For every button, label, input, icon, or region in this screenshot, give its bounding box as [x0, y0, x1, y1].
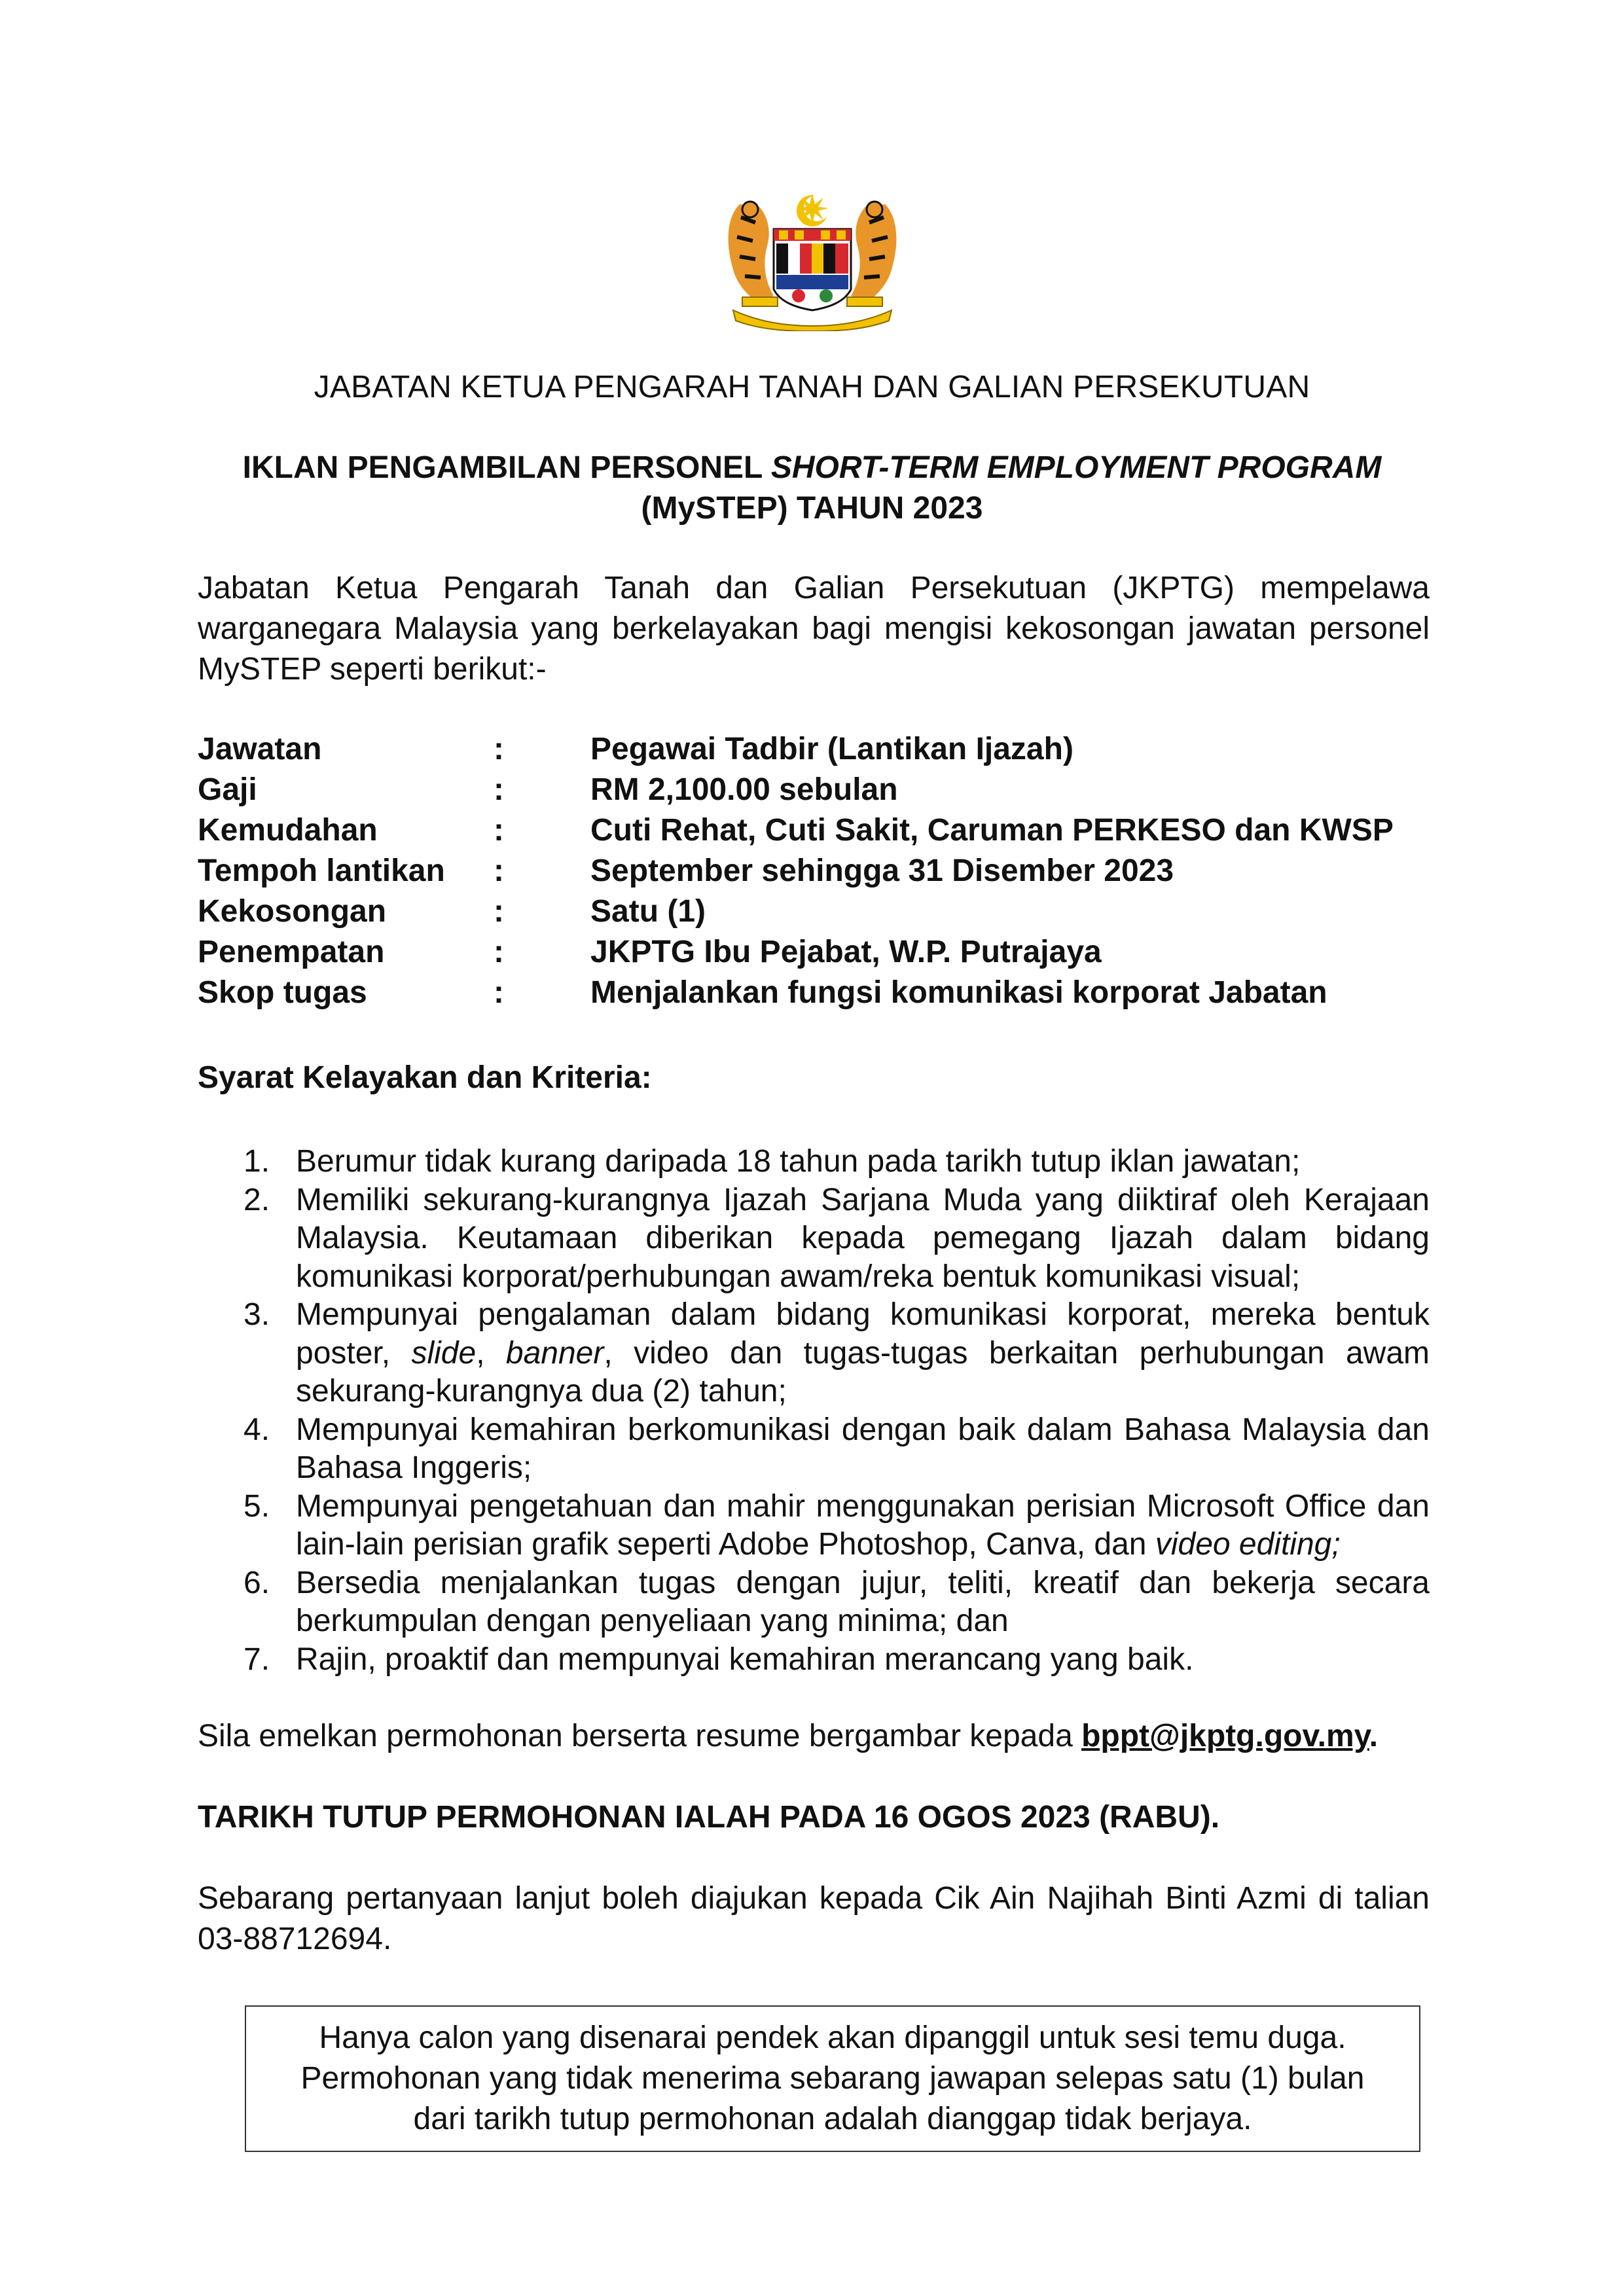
application-end: .: [1369, 1719, 1379, 1753]
detail-label: Gaji: [198, 772, 257, 807]
detail-colon: :: [494, 853, 504, 888]
coat-of-arms-icon: [713, 191, 911, 331]
list-item: [198, 1143, 1430, 1181]
item-text: Berumur tidak kurang daripada 18 tahun pada tarikh tutup iklan jawatan;: [296, 1144, 1301, 1179]
requirements-list: [198, 1143, 1430, 1679]
title-part-1: IKLAN PENGAMBILAN PERSONEL: [242, 450, 771, 485]
item-text-italic: banner: [505, 1335, 604, 1371]
detail-label: Skop tugas: [198, 975, 367, 1010]
detail-value: Satu (1): [590, 894, 706, 929]
item-number: 4.: [244, 1412, 270, 1447]
job-details: [198, 729, 1441, 1013]
application-text: Sila emelkan permohonan berserta resume bergambar kepada: [198, 1719, 1082, 1753]
detail-colon: :: [494, 894, 504, 929]
list-item: [198, 1181, 1430, 1297]
item-text: [296, 1489, 1430, 1562]
notice-line-1: Hanya calon yang disenarai pendek akan dipanggil untuk sesi temu duga.: [319, 2020, 1346, 2055]
item-text: Rajin, proaktif dan mempunyai kemahiran merancang yang baik.: [296, 1641, 1194, 1677]
item-text: Bersedia menjalankan tugas dengan jujur, teliti, kreatif dan bekerja secara berkumpulan dengan penyeliaan yang minima; dan: [296, 1565, 1430, 1638]
list-item: [198, 1488, 1430, 1564]
detail-row-position: [198, 729, 1441, 770]
list-item: [198, 1641, 1430, 1679]
item-text: [296, 1297, 1430, 1408]
item-number: 3.: [244, 1297, 270, 1332]
item-number: 6.: [244, 1565, 270, 1600]
list-item: [198, 1564, 1430, 1641]
item-text-italic: video editing;: [1155, 1527, 1341, 1562]
item-text-part: Mempunyai pengetahuan dan mahir menggunakan perisian Microsoft Office dan lain-lain perisian grafik seperti Adobe Photoshop, Canva, dan: [296, 1488, 1430, 1562]
list-item: [198, 1411, 1430, 1488]
department-name: JABATAN KETUA PENGARAH TANAH DAN GALIAN PERSEKUTUAN: [314, 370, 1310, 404]
detail-label: Kemudahan: [198, 813, 378, 848]
advertisement-title: [196, 448, 1428, 529]
detail-value: Pegawai Tadbir (Lantikan Ijazah): [590, 732, 1074, 766]
item-number: 1.: [244, 1144, 270, 1179]
inquiry-paragraph: Sebarang pertanyaan lanjut boleh diajukan kepada Cik Ain Najihah Binti Azmi di talian 03-88712694.: [198, 1881, 1430, 1956]
detail-value: JKPTG Ibu Pejabat, W.P. Putrajaya: [590, 935, 1102, 969]
intro-paragraph: Jabatan Ketua Pengarah Tanah dan Galian Persekutuan (JKPTG) mempelawa warganegara Malaysia yang berkelayakan bagi mengisi kekosongan jawatan personel MySTEP seperti berikut:-: [198, 571, 1430, 687]
item-text-part: Mempunyai pengalaman dalam bidang komunikasi korporat, mereka bentuk poster,: [296, 1297, 1430, 1371]
requirements-heading: Syarat Kelayakan dan Kriteria:: [198, 1060, 652, 1095]
detail-value: Menjalankan fungsi komunikasi korporat Jabatan: [590, 975, 1327, 1010]
detail-row-duration: [198, 851, 1441, 891]
detail-row-scope: [198, 973, 1441, 1013]
item-text: Memiliki sekurang-kurangnya Ijazah Sarjana Muda yang diiktiraf oleh Kerajaan Malaysia. Keutamaan diberikan kepada pemegang Ijazah dalam bidang komunikasi korporat/perhubungan awam/reka bentuk komunikasi visual;: [296, 1182, 1430, 1294]
detail-colon: :: [494, 975, 504, 1010]
title-line-1: [196, 448, 1428, 488]
item-text-part: , video dan tugas-tugas berkaitan perhubungan awam sekurang-kurangnya dua (2) tahun;: [296, 1335, 1430, 1408]
item-number: 5.: [244, 1488, 270, 1524]
detail-value: RM 2,100.00 sebulan: [590, 772, 898, 807]
notice-line-3: dari tarikh tutup permohonan adalah dianggap tidak berjaya.: [413, 2102, 1252, 2136]
detail-colon: :: [494, 813, 504, 848]
detail-value: Cuti Rehat, Cuti Sakit, Caruman PERKESO dan KWSP: [590, 813, 1394, 848]
detail-colon: :: [494, 772, 504, 807]
detail-row-salary: [198, 770, 1441, 810]
detail-label: Jawatan: [198, 732, 322, 766]
application-instruction: [198, 1716, 1430, 1757]
detail-row-vacancy: [198, 891, 1441, 932]
detail-row-benefits: [198, 810, 1441, 851]
item-text-part: ,: [476, 1335, 506, 1371]
title-italic-part: SHORT-TERM EMPLOYMENT PROGRAM: [770, 450, 1382, 485]
detail-colon: :: [494, 732, 504, 766]
detail-label: Tempoh lantikan: [198, 853, 445, 888]
list-item: [198, 1296, 1430, 1411]
malaysia-coat-of-arms-icon: [713, 191, 911, 331]
detail-row-placement: [198, 932, 1441, 973]
notice-line-2: Permohonan yang tidak menerima sebarang jawapan selepas satu (1) bulan: [300, 2061, 1365, 2096]
item-text-italic: slide: [411, 1335, 477, 1371]
detail-label: Penempatan: [198, 935, 385, 969]
item-number: 7.: [244, 1641, 270, 1677]
item-text: Mempunyai kemahiran berkomunikasi dengan baik dalam Bahasa Malaysia dan Bahasa Inggeris;: [296, 1412, 1430, 1485]
email-link[interactable]: bppt@jkptg.gov.my: [1081, 1719, 1369, 1753]
title-line-2: (MySTEP) TAHUN 2023: [641, 491, 983, 526]
closing-date: TARIKH TUTUP PERMOHONAN IALAH PADA 16 OGOS 2023 (RABU).: [198, 1800, 1220, 1835]
detail-label: Kekosongan: [198, 894, 387, 929]
detail-value: September sehingga 31 Disember 2023: [590, 853, 1174, 888]
item-number: 2.: [244, 1182, 270, 1217]
detail-colon: :: [494, 935, 504, 969]
notice-box: [245, 2005, 1420, 2152]
